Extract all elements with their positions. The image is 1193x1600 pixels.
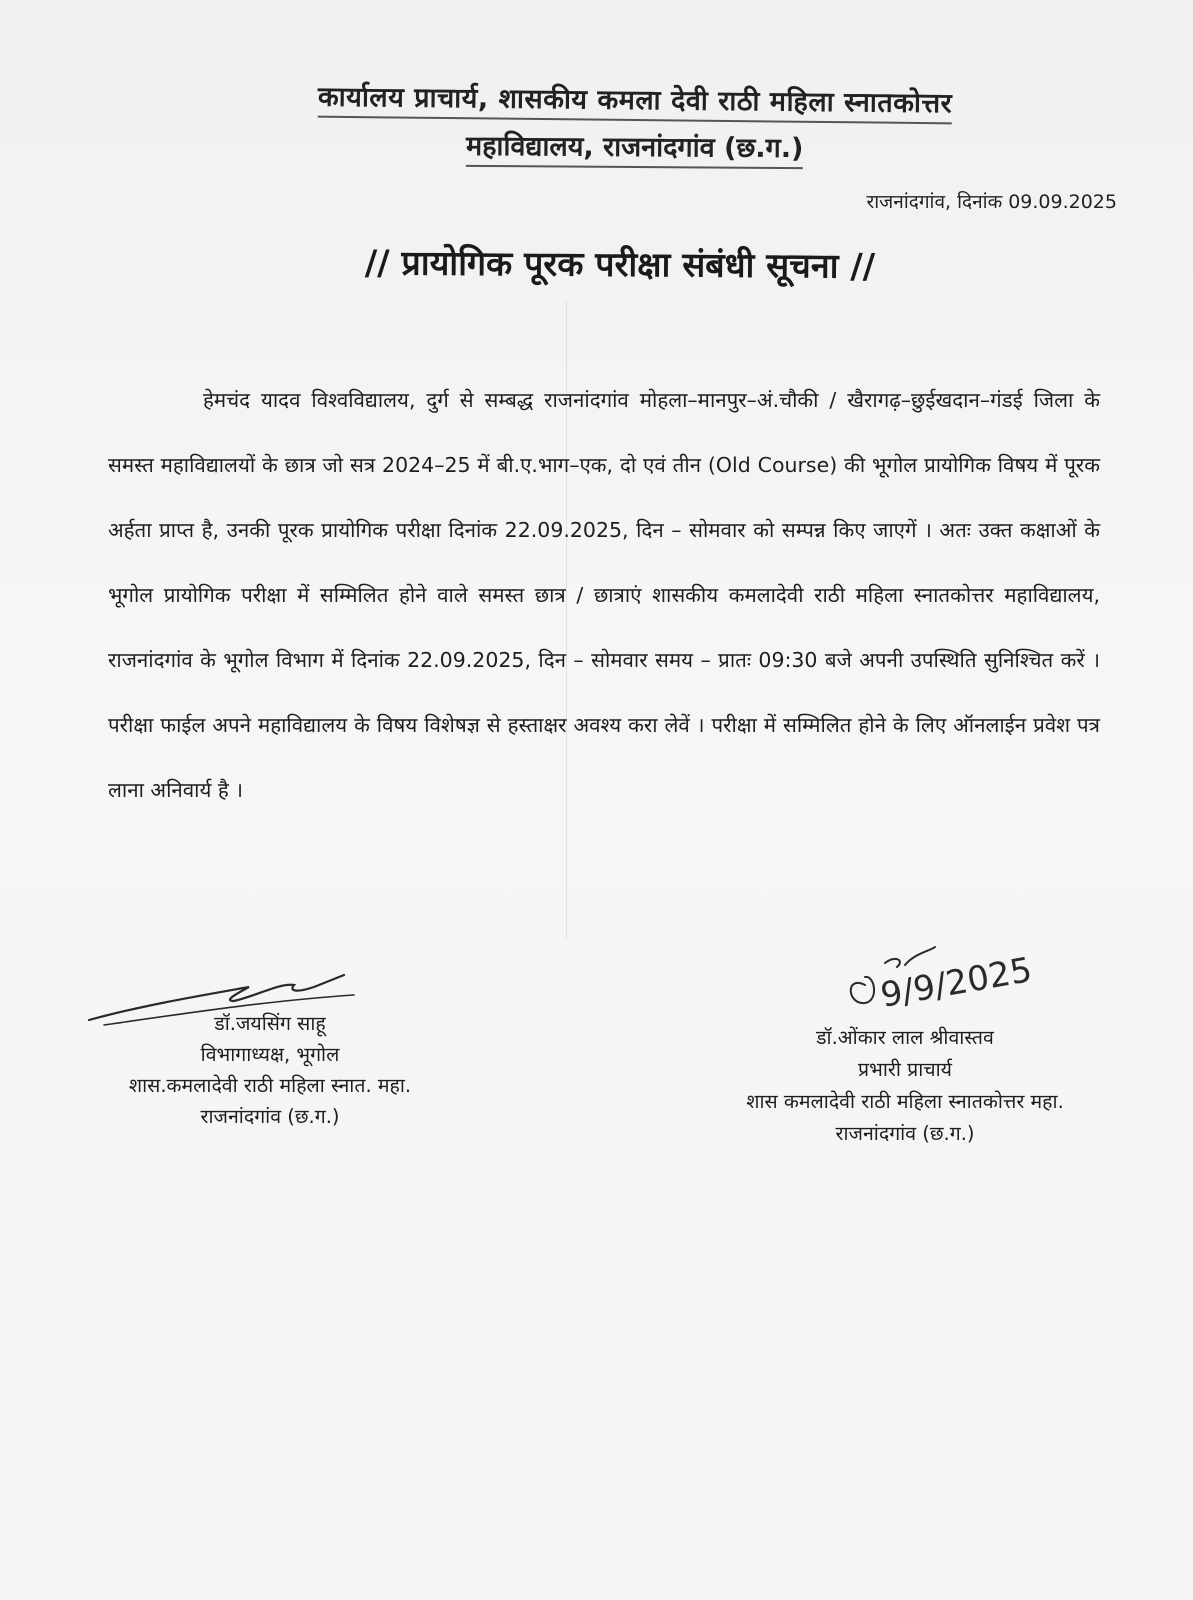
signatory-right-block [680, 1022, 1130, 1150]
signatory-right-name: डॉ.ओंकार लाल श्रीवास्तव [816, 1026, 994, 1049]
signatory-left-designation: विभागाध्यक्ष, भूगोल [200, 1043, 340, 1066]
signatory-left-name: डॉ.जयसिंग साहू [214, 1012, 326, 1035]
signatory-right-institution: शास कमलादेवी राठी महिला स्नातकोत्तर महा. [746, 1090, 1064, 1113]
signatory-right-designation: प्रभारी प्राचार्य [858, 1058, 952, 1081]
signature-right [835, 935, 1065, 1035]
handwritten-date: 9/9/2025 [877, 949, 1035, 1016]
signatory-left-city: राजनांदगांव (छ.ग.) [200, 1105, 340, 1128]
letterhead-line-1: कार्यालय प्राचार्य, शासकीय कमला देवी राठी महिला स्नातकोत्तर [318, 77, 953, 125]
letterhead [170, 80, 1100, 168]
signatory-left-institution: शास.कमलादेवी राठी महिला स्नात. महा. [128, 1074, 412, 1097]
letterhead-line-2: महाविद्यालय, राजनांदगांव (छ.ग.) [466, 126, 804, 169]
notice-body: हेमचंद यादव विश्वविद्यालय, दुर्ग से सम्बद्ध राजनांदगांव मोहला–मानपुर–अं.चौकी / खैरागढ़–छुईखदान–गंडई जिला के समस्त महाविद्यालयों के छात्र जो सत्र 2024–25 में बी.ए.भाग–एक, दो एवं तीन (Old Course) की भूगोल प्रायोगिक विषय में पूरक अर्हता प्राप्त है, उनकी पूरक प्रायोगिक परीक्षा दिनांक 22.09.2025, दिन – सोमवार को सम्पन्न किए जाएगें । अतः उक्त कक्षाओं के भूगोल प्रायोगिक परीक्षा में सम्मिलित होने वाले समस्त छात्र / छात्राएं शासकीय कमलादेवी राठी महिला स्नातकोत्तर महाविद्यालय, राजनांदगांव के भूगोल विभाग में दिनांक 22.09.2025, दिन – सोमवार समय – प्रातः 09:30 बजे अपनी उपस्थिति सुनिश्चित करें । परीक्षा फाईल अपने महाविद्यालय के विषय विशेषज्ञ से हस्ताक्षर अवश्य करा लेवें । परीक्षा में सम्मिलित होने के लिए ऑनलाईन प्रवेश पत्र लाना अनिवार्य है । [108, 388, 1100, 802]
signatory-right-city: राजनांदगांव (छ.ग.) [835, 1122, 975, 1145]
signatory-left-block [50, 1008, 490, 1132]
date-line: राजनांदगांव, दिनांक 09.09.2025 [866, 191, 1117, 213]
notice-title: // प्रायोगिक पूरक परीक्षा संबंधी सूचना // [364, 243, 876, 287]
